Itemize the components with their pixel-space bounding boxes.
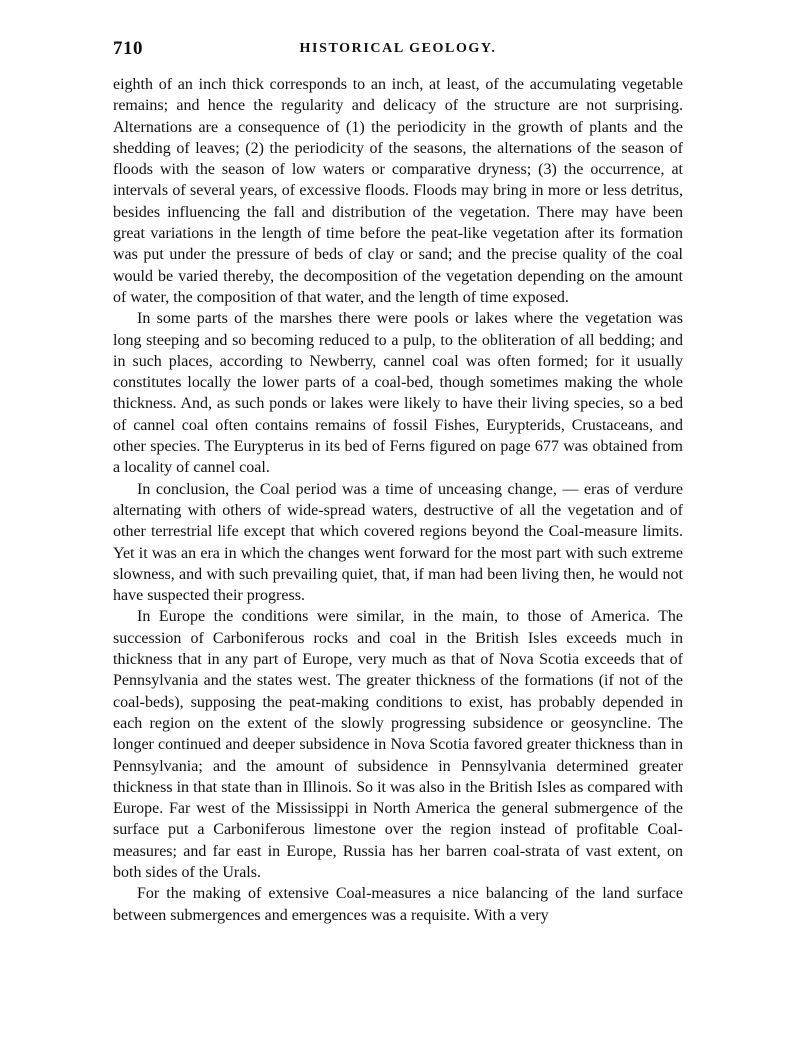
paragraph-coal-measures: For the making of extensive Coal-measures a nice balancing of the land surface between submergences and emergences was a requisite. With a very — [113, 885, 683, 924]
page-number: 710 — [113, 38, 143, 59]
paragraph-conclusion: In conclusion, the Coal period was a time of unceasing change, — eras of verdure alternating with others of wide-spread waters, destructive of all the vegetation and of other terrestrial life except that which covered regions beyond the Coal-measure limits. Yet it was an era in which the changes went forward for the most part with such extreme slowness, and with such prevailing quiet, that, if man had been living then, he would not have suspected their progress. — [113, 480, 683, 605]
body-text — [113, 74, 683, 926]
paragraph-cannel-coal: In some parts of the marshes there were pools or lakes where the vegetation was long steeping and so becoming reduced to a pulp, to the obliteration of all bedding; and in such places, according to Newberry, cannel coal was often formed; for it usually constitutes locally the lower parts of a coal-bed, though sometimes making the whole thickness. And, as such ponds or lakes were likely to have their living species, so a bed of cannel coal often contains remains of fossil Fishes, Eurypterids, Crustaceans, and other species. The Eurypterus in its bed of Ferns figured on page 677 was obtained from a locality of cannel coal. — [113, 310, 683, 477]
running-head: HISTORICAL GEOLOGY. — [299, 41, 497, 56]
paragraph-continued: eighth of an inch thick corresponds to an inch, at least, of the accumulating vegetable remains; and hence the regularity and delicacy of the structure are not surprising. Alternations are a consequence of (1) the periodicity in the growth of plants and the shedding of leaves; (2) the periodicity of the seasons, the alternations of the season of floods with the season of low waters or comparative dryness; (3) the occurrence, at intervals of several years, of excessive floods. Floods may bring in more or less detritus, besides influencing the fall and distribution of the vegetation. There may have been great variations in the length of time before the peat-like vegetation after its formation was put under the pressure of beds of clay or sand; and the precise quality of the coal would be varied thereby, the decomposition of the vegetation depending on the amount of water, the composition of that water, and the length of time exposed. — [113, 76, 683, 306]
paragraph-europe: In Europe the conditions were similar, in the main, to those of America. The succession of Carboniferous rocks and coal in the British Isles exceeds much in thickness that in any part of Europe, very much as that of Nova Scotia exceeds that of Pennsylvania and the states west. The greater thickness of the formations (if not of the coal-beds), supposing the peat-making conditions to exist, has probably depended in each region on the extent of the slowly progressing subsidence or geosyncline. The longer continued and deeper subsidence in Nova Scotia favored greater thickness than in Pennsylvania; and the amount of subsidence in Pennsylvania determined greater thickness in that state than in Illinois. So it was also in the British Isles as compared with Europe. Far west of the Mississippi in North America the general submergence of the surface put a Carboniferous limestone over the region instead of profitable Coal-measures; and far east in Europe, Russia has her barren coal-strata of vast extent, on both sides of the Urals. — [113, 608, 683, 881]
page-header — [113, 38, 683, 64]
